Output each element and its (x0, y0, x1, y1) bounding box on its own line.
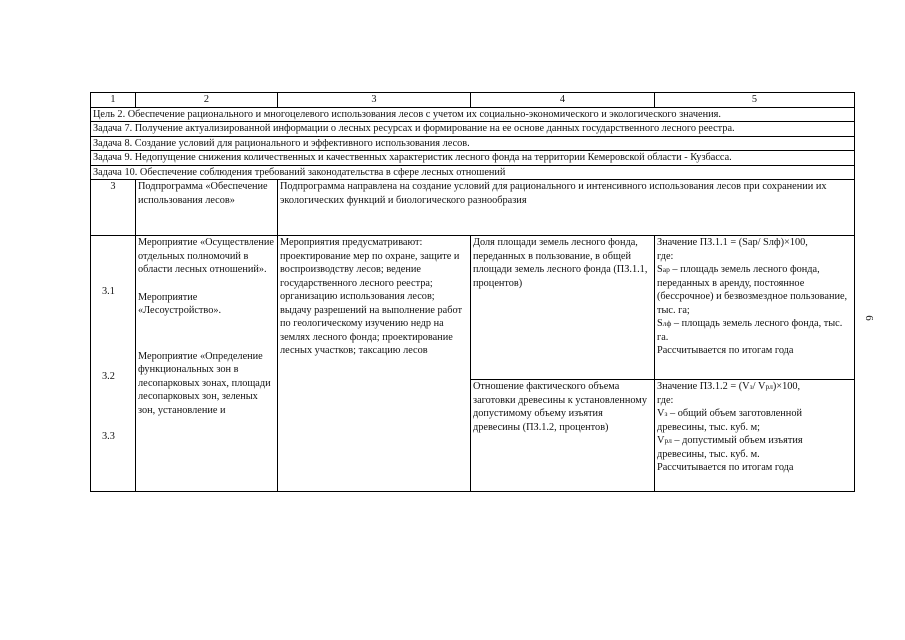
measure-3-1-name: Мероприятие «Осуществление отдельных полномочий в области лесных отношений». (138, 237, 274, 275)
indicator-2-var2: Vрл – допустимый объем изъятия древесины, тыс. куб. м. (657, 435, 803, 460)
indicator-2-note: Рассчитывается по итогам года (657, 462, 794, 473)
indicator-2-calc (655, 380, 855, 492)
measure-3-1-number: 3.1 (102, 286, 115, 297)
indicator-1-calc (655, 236, 855, 380)
subprogram-name: Подпрограмма «Обеспечение использования лесов» (136, 180, 278, 236)
page-number: 6 (862, 315, 875, 321)
measure-3-2-name: Мероприятие «Лесоустройство». (138, 291, 222, 316)
indicator-2-formula: Значение ПЗ.1.2 = (Vз/ Vрл)×100, (657, 381, 801, 392)
indicator-1-note: Рассчитывается по итогам года (657, 345, 794, 356)
subprogram-description: Подпрограмма направлена на создание условий для рационального и интенсивного использования лесов при сохранении их экологических функций и биологического разнообразия (278, 180, 855, 236)
measure-names-cell (136, 236, 278, 492)
indicator-1-var2: Sлф – площадь земель лесного фонда, тыс. га. (657, 318, 843, 343)
indicator-2-name: Отношение фактического объема заготовки древесины к установленному допустимому объему изъятия древесины (ПЗ.1.2, процентов) (471, 380, 655, 492)
measures-description: Мероприятия предусматривают: проектирование мер по охране, защите и воспроизводству лесов; ведение государственного лесного реестра; организацию использования лесов; выдачу разрешений на выполнение работ по геологическому изучению недр на землях лесного фонда; проектирование лесных участков; таксацию лесов (278, 236, 471, 492)
subprogram-number: 3 (91, 180, 136, 236)
measure-3-2-number: 3.2 (102, 371, 115, 382)
header-col-1: 1 (91, 93, 136, 108)
header-col-3: 3 (278, 93, 471, 108)
indicator-1-where: где: (657, 250, 674, 262)
task7-row (91, 122, 855, 137)
indicator-1-var1: Sар – площадь земель лесного фонда, переданных в аренду, постоянное (бессрочное) и безвозмездное пользование, тыс. га; (657, 264, 848, 316)
measures-row-upper (91, 236, 855, 380)
document-page (90, 92, 854, 492)
task10-row (91, 165, 855, 180)
measure-3-3-name: Мероприятие «Определение функциональных зон в лесопарковых зонах, площади лесопарковых зон, зеленых зон, установление и (138, 350, 271, 416)
subprogram-row (91, 180, 855, 236)
header-col-4: 4 (471, 93, 655, 108)
measure-3-3-number: 3.3 (102, 431, 115, 442)
task8-text: Задача 8. Создание условий для рационального и эффективного использования лесов. (91, 136, 855, 151)
program-table (90, 92, 855, 492)
task9-row (91, 151, 855, 166)
header-row (91, 93, 855, 108)
measure-numbers-cell (91, 236, 136, 492)
goal-row (91, 107, 855, 122)
goal-text: Цель 2. Обеспечение рационального и многоцелевого использования лесов с учетом их социально-экономического и экологического значения. (91, 107, 855, 122)
task7-text: Задача 7. Получение актуализированной информации о лесных ресурсах и формирование на ее основе данных государственного лесного реестра. (91, 122, 855, 137)
task9-text: Задача 9. Недопущение снижения количественных и качественных характеристик лесного фонда на территории Кемеровской области - Кузбасса. (91, 151, 855, 166)
indicator-2-var1: Vз – общий объем заготовленной древесины, тыс. куб. м; (657, 408, 802, 433)
task10-text: Задача 10. Обеспечение соблюдения требований законодательства в сфере лесных отношений (91, 165, 855, 180)
task8-row (91, 136, 855, 151)
indicator-2-where: где: (657, 394, 674, 406)
indicator-1-formula: Значение ПЗ.1.1 = (Sар/ Sлф)×100, (657, 237, 808, 248)
header-col-2: 2 (136, 93, 278, 108)
header-col-5: 5 (655, 93, 855, 108)
indicator-1-name: Доля площади земель лесного фонда, переданных в пользование, в общей площади земель лесного фонда (ПЗ.1.1, процентов) (471, 236, 655, 380)
